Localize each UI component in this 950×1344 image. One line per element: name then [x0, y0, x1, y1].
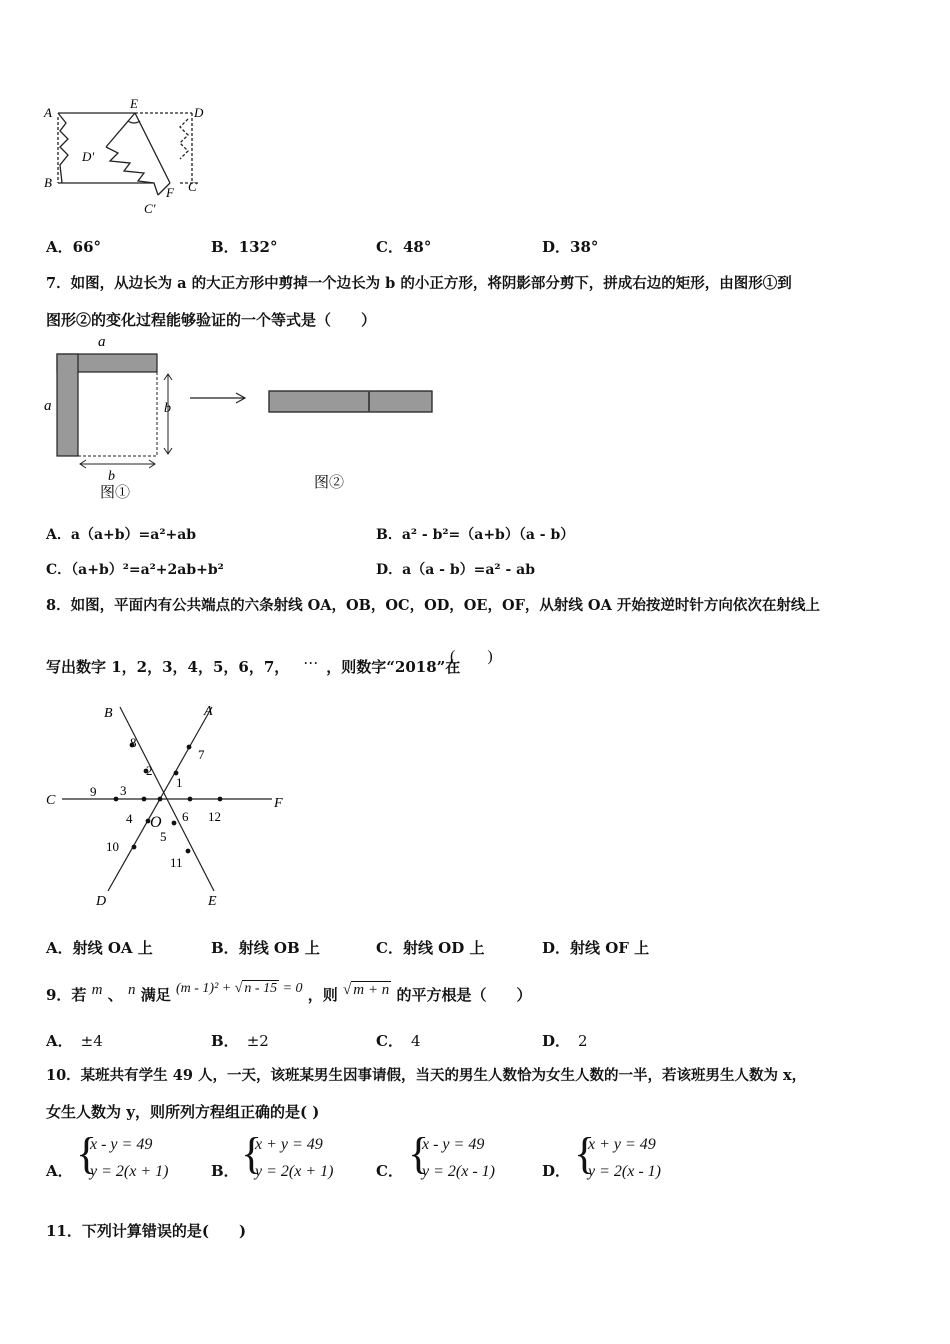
brace-icon: {: [241, 1129, 263, 1178]
number-9: 9: [90, 784, 97, 799]
q8-ellipsis: …: [303, 650, 319, 668]
q9-condition-root: n - 15: [244, 981, 278, 996]
q10-option-c-letter[interactable]: C．: [376, 1162, 403, 1180]
label-a-left: a: [44, 398, 52, 414]
q8-answer-paren: ( ): [450, 648, 493, 665]
q8-stem-text: 写出数字 1，2，3，4，5，6，7，: [46, 658, 290, 676]
q7-option-d[interactable]: [376, 559, 535, 579]
ray-label-b: B: [104, 706, 113, 721]
equation-1: x - y = 49: [422, 1136, 485, 1153]
q11-stem: 11．下列计算错误的是( ): [46, 1222, 247, 1240]
number-6: 6: [182, 809, 189, 824]
option-text: 射线 OA 上: [72, 939, 153, 957]
q9-prefix: 9．若: [46, 986, 87, 1004]
equation-2: y = 2(x - 1): [588, 1163, 661, 1180]
label-b-bottom: b: [108, 469, 115, 484]
q7-figure-2: [266, 388, 436, 493]
q7-stem-line1: 7．如图，从边长为 a 的大正方形中剪掉一个边长为 b 的小正方形，将阴影部分剪下，拼成右边的矩形，由图形①到: [46, 275, 792, 292]
label-a: A: [44, 105, 52, 120]
q9-suffix: 的平方根是（ ）: [396, 986, 532, 1004]
option-letter: D．: [376, 562, 403, 578]
option-letter: A．: [46, 1032, 73, 1050]
equation-2: y = 2(x + 1): [255, 1163, 334, 1180]
label-b: B: [44, 175, 52, 190]
q9-stem: [46, 981, 532, 1005]
q9-condition-right: = 0: [279, 981, 303, 996]
ray-label-d: D: [96, 894, 107, 909]
option-text: a（a - b）=a² - ab: [402, 562, 535, 578]
figure-2-caption: 图②: [314, 475, 345, 491]
option-text: ±4: [80, 1032, 103, 1050]
q10-stem-line2: 女生人数为 y，则所列方程组正确的是( ): [46, 1103, 320, 1121]
q6-option-d[interactable]: [542, 236, 598, 257]
option-letter: C．: [376, 939, 403, 957]
number-8: 8: [130, 735, 137, 750]
figure-1-caption: 图①: [100, 485, 131, 501]
q10-option-b-letter[interactable]: B．: [211, 1162, 239, 1180]
equation-2: y = 2(x - 1): [422, 1163, 495, 1180]
q8-option-d[interactable]: [542, 937, 649, 958]
option-text: 66°: [72, 238, 102, 256]
option-letter: A．: [46, 238, 73, 256]
label-a-top: a: [98, 334, 106, 350]
option-text: 132°: [238, 238, 278, 256]
option-letter: B．: [211, 939, 239, 957]
label-d: D: [194, 105, 204, 120]
q10-option-d-system: [574, 1129, 684, 1192]
equation-2: y = 2(x + 1): [90, 1163, 169, 1180]
q9-option-d[interactable]: [542, 1030, 588, 1051]
q10-stem-line1: 10．某班共有学生 49 人，一天，该班某男生因事请假，当天的男生人数恰为女生人数的一半，若该班男生人数为 x，: [46, 1067, 807, 1084]
option-text: （a+b）²=a²+2ab+b²: [71, 562, 224, 578]
q6-option-a[interactable]: [46, 236, 101, 257]
q10-option-a-letter[interactable]: A．: [46, 1162, 73, 1180]
ray-label-a: A: [204, 704, 213, 719]
q7-option-b[interactable]: [376, 524, 574, 544]
q9-root: [343, 982, 391, 998]
option-text: a（a+b）=a²+ab: [70, 527, 197, 543]
option-text: 38°: [570, 238, 599, 256]
number-2: 2: [146, 763, 153, 778]
q8-stem-line1: 8．如图，平面内有公共端点的六条射线 OA，OB，OC，OD，OE，OF，从射线 OA 开始按逆时针方向依次在射线上: [46, 597, 820, 614]
q6-option-b[interactable]: [211, 236, 278, 257]
number-1: 1: [176, 775, 183, 790]
q6-figure: [40, 95, 220, 225]
q9-option-c[interactable]: [376, 1030, 421, 1051]
q9-root-expr: m + n: [353, 982, 390, 998]
shaded-left-strip: [57, 354, 78, 456]
zigzag-left: [58, 113, 68, 183]
q8-option-a[interactable]: [46, 937, 153, 958]
q7-figure-1: [40, 330, 190, 505]
option-text: 2: [578, 1032, 588, 1050]
q9-mid: 满足: [140, 986, 171, 1004]
option-text: ±2: [246, 1032, 269, 1050]
q8-stem-line2: [46, 650, 461, 677]
q10-option-b-system: [241, 1129, 351, 1192]
number-4: 4: [126, 811, 133, 826]
equation-1: x + y = 49: [255, 1136, 323, 1153]
equation-1: x + y = 49: [588, 1136, 656, 1153]
label-b-right: b: [164, 401, 171, 416]
brace-icon: {: [574, 1129, 596, 1178]
q9-var-m: m: [91, 982, 103, 998]
zigzag-fold: [106, 147, 158, 195]
option-text: 4: [410, 1032, 421, 1050]
q9-option-a[interactable]: [46, 1030, 103, 1051]
q7-stem-line2: 图形②的变化过程能够验证的一个等式是（ ）: [46, 311, 377, 329]
q8-figure: [40, 695, 300, 915]
brace-icon: {: [76, 1129, 98, 1178]
option-letter: C．: [376, 238, 403, 256]
q7-option-a[interactable]: [46, 524, 196, 544]
rectangle: [269, 391, 432, 412]
q7-arrow: [188, 388, 250, 408]
option-letter: B．: [211, 1032, 239, 1050]
number-5: 5: [160, 829, 167, 844]
option-letter: B．: [376, 527, 402, 543]
ray-label-f: F: [274, 796, 283, 811]
q10-option-d-letter[interactable]: D．: [542, 1162, 571, 1180]
number-3: 3: [120, 783, 127, 798]
q9-condition-left: (m - 1)² +: [175, 981, 235, 996]
number-7: 7: [198, 747, 205, 762]
option-letter: A．: [46, 527, 71, 543]
option-letter: D．: [542, 1032, 571, 1050]
label-c: C: [188, 179, 197, 194]
option-letter: B．: [211, 238, 239, 256]
option-text: a² - b²=（a+b）（a - b）: [401, 527, 575, 543]
origin-label-o: O: [150, 814, 162, 831]
option-text: 射线 OF 上: [570, 939, 650, 957]
q7-option-c[interactable]: [46, 559, 224, 579]
option-text: 射线 OB 上: [238, 939, 320, 957]
q8-stem-tail: ，则数字“2018”在: [326, 658, 461, 676]
label-c-prime: C': [144, 201, 156, 216]
q8-option-b[interactable]: [211, 937, 320, 958]
q9-condition: [176, 981, 303, 996]
q6-option-c[interactable]: [376, 236, 431, 257]
q9-option-b[interactable]: [211, 1030, 269, 1051]
number-10: 10: [106, 839, 119, 854]
label-d-prime: D': [82, 149, 95, 164]
equation-1: x - y = 49: [90, 1136, 153, 1153]
option-letter: C．: [46, 562, 72, 578]
q9-var-n: n: [128, 982, 136, 998]
option-letter: C．: [376, 1032, 403, 1050]
q9-then: ，则: [307, 986, 338, 1004]
q10-option-a-system: [76, 1129, 186, 1192]
q9-condition-radical: √: [234, 981, 243, 996]
option-text: 48°: [402, 238, 432, 256]
option-letter: D．: [542, 939, 571, 957]
edge-ed-prime: [106, 113, 135, 147]
number-12: 12: [208, 809, 221, 824]
ray-label-e: E: [208, 894, 217, 909]
label-e: E: [130, 96, 138, 111]
q9-sep: 、: [107, 986, 123, 1004]
option-letter: D．: [542, 238, 571, 256]
number-11: 11: [170, 855, 183, 870]
q9-root-radical: √: [343, 982, 352, 998]
q10-option-c-system: [408, 1129, 518, 1192]
label-f: F: [166, 185, 174, 200]
brace-icon: {: [408, 1129, 430, 1178]
q8-option-c[interactable]: [376, 937, 484, 958]
option-text: 射线 OD 上: [402, 939, 485, 957]
ray-label-c: C: [46, 793, 56, 808]
option-letter: A．: [46, 939, 73, 957]
